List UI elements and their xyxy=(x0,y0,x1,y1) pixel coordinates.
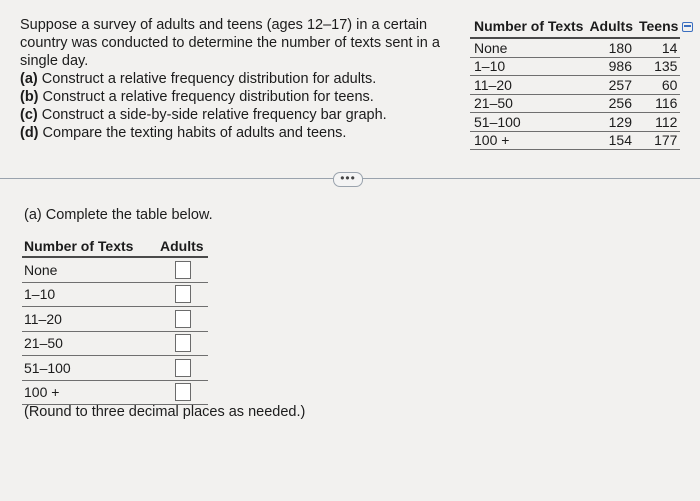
answer-cell xyxy=(158,282,208,307)
table-row xyxy=(470,131,680,150)
part-letter: (d) xyxy=(20,125,39,141)
adults-21-50-input[interactable] xyxy=(175,334,191,352)
answer-row-category: 21–50 xyxy=(22,331,158,356)
row-teens: 14 xyxy=(635,38,680,57)
row-teens: 135 xyxy=(635,57,680,76)
problem-part-a xyxy=(20,70,450,88)
part-text: Compare the texting habits of adults and teens. xyxy=(42,125,347,141)
row-category: 100 + xyxy=(470,131,585,150)
row-teens: 116 xyxy=(635,94,680,113)
table-row xyxy=(470,57,680,76)
header-adults: Adults xyxy=(585,16,635,38)
answer-row-category: 11–20 xyxy=(22,307,158,332)
part-text: Construct a side-by-side relative frequency bar graph. xyxy=(41,107,387,123)
answer-cell xyxy=(158,257,208,282)
answer-header-adults: Adults xyxy=(158,236,208,257)
adults-1-10-input[interactable] xyxy=(175,285,191,303)
header-number-of-texts: Number of Texts xyxy=(470,16,585,38)
adults-51-100-input[interactable] xyxy=(175,359,191,377)
part-a-title: (a) Complete the table below. xyxy=(24,207,213,223)
row-category: 51–100 xyxy=(470,113,585,132)
problem-part-c xyxy=(20,106,450,124)
data-table-header-row xyxy=(470,16,680,38)
rounding-note: (Round to three decimal places as needed.) xyxy=(24,404,306,420)
row-adults: 129 xyxy=(585,113,635,132)
problem-part-d xyxy=(20,124,450,142)
table-row xyxy=(22,356,208,381)
row-category: None xyxy=(470,38,585,57)
answer-table xyxy=(22,236,208,405)
row-adults: 154 xyxy=(585,131,635,150)
answer-cell xyxy=(158,331,208,356)
part-letter: (c) xyxy=(20,107,38,123)
answer-row-category: 100 + xyxy=(22,380,158,405)
table-row xyxy=(22,380,208,405)
table-row xyxy=(22,307,208,332)
copy-data-icon[interactable] xyxy=(682,22,693,32)
answer-row-category: 1–10 xyxy=(22,282,158,307)
expand-more-button[interactable]: ••• xyxy=(333,172,363,187)
adults-100-plus-input[interactable] xyxy=(175,383,191,401)
table-row xyxy=(470,113,680,132)
answer-row-category: None xyxy=(22,257,158,282)
answer-cell xyxy=(158,380,208,405)
problem-part-b xyxy=(20,88,450,106)
row-category: 1–10 xyxy=(470,57,585,76)
table-row xyxy=(22,331,208,356)
adults-none-input[interactable] xyxy=(175,261,191,279)
part-text: Construct a relative frequency distribution for teens. xyxy=(42,89,374,105)
part-letter: (b) xyxy=(20,89,39,105)
answer-header-number-of-texts: Number of Texts xyxy=(22,236,158,257)
part-letter: (a) xyxy=(20,71,38,87)
problem-intro-line-3: single day. xyxy=(20,53,89,69)
row-adults: 986 xyxy=(585,57,635,76)
row-teens: 112 xyxy=(635,113,680,132)
table-row xyxy=(470,38,680,57)
answer-cell xyxy=(158,356,208,381)
row-teens: 177 xyxy=(635,131,680,150)
row-adults: 257 xyxy=(585,76,635,95)
part-text: Construct a relative frequency distribution for adults. xyxy=(41,71,377,87)
table-row xyxy=(470,76,680,95)
answer-row-category: 51–100 xyxy=(22,356,158,381)
table-row xyxy=(470,94,680,113)
header-teens: Teens xyxy=(635,16,680,38)
row-category: 21–50 xyxy=(470,94,585,113)
row-category: 11–20 xyxy=(470,76,585,95)
answer-table-header-row xyxy=(22,236,208,257)
row-teens: 60 xyxy=(635,76,680,95)
problem-statement xyxy=(20,16,450,142)
adults-11-20-input[interactable] xyxy=(175,310,191,328)
problem-intro-line-1: Suppose a survey of adults and teens (ages 12–17) in a certain xyxy=(20,17,428,33)
answer-cell xyxy=(158,307,208,332)
texts-data-table xyxy=(470,16,680,150)
problem-intro-line-2: country was conducted to determine the number of texts sent in a xyxy=(20,35,440,51)
table-row xyxy=(22,282,208,307)
table-row xyxy=(22,257,208,282)
row-adults: 256 xyxy=(585,94,635,113)
row-adults: 180 xyxy=(585,38,635,57)
